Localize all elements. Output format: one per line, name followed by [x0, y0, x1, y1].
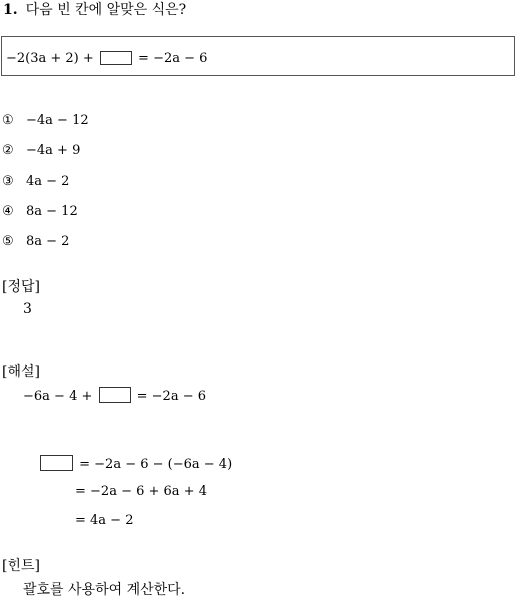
explanation-line-2-right: = −2a − 6 − (−6a − 4): [75, 457, 233, 472]
explanation-line-2: [38, 455, 232, 472]
choice-3[interactable]: [2, 174, 69, 189]
answer-label: [정답]: [2, 279, 40, 295]
problem-expression: [6, 51, 207, 66]
choice-2-marker: ②: [2, 143, 14, 158]
choice-2[interactable]: [2, 143, 80, 158]
explanation-label: [해설]: [2, 364, 40, 380]
question-prompt: 다음 빈 칸에 알맞은 식은?: [25, 2, 187, 18]
choice-3-value: 4a − 2: [26, 174, 70, 189]
question-number: 1.: [3, 2, 18, 18]
answer-value: 3: [23, 301, 32, 317]
choice-1-marker: ①: [2, 113, 14, 128]
choice-5-marker: ⑤: [2, 234, 14, 249]
problem-blank-box: [100, 51, 132, 65]
explanation-blank-box-2: [40, 455, 73, 471]
explanation-blank-box-1: [99, 387, 131, 403]
choice-3-marker: ③: [2, 174, 14, 189]
problem-expression-left: −2(3a + 2) +: [6, 51, 98, 66]
choice-4-marker: ④: [2, 204, 14, 219]
choice-2-value: −4a + 9: [26, 143, 81, 158]
explanation-line-1: [23, 387, 206, 404]
explanation-line-3: = −2a − 6 + 6a + 4: [75, 484, 207, 499]
choice-1-value: −4a − 12: [26, 113, 89, 128]
question-title: [3, 0, 186, 19]
choice-1[interactable]: [2, 113, 89, 128]
problem-expression-right: = −2a − 6: [133, 51, 208, 66]
hint-label: [힌트]: [2, 558, 40, 574]
explanation-line-1-left: −6a − 4 +: [23, 389, 97, 404]
choice-5[interactable]: [2, 234, 69, 249]
choice-4-value: 8a − 12: [26, 204, 78, 219]
choice-5-value: 8a − 2: [26, 234, 70, 249]
hint-text: 괄호를 사용하여 계산한다.: [23, 582, 186, 598]
choice-4[interactable]: [2, 204, 78, 219]
explanation-line-1-right: = −2a − 6: [132, 389, 206, 404]
explanation-line-4: = 4a − 2: [75, 513, 134, 528]
